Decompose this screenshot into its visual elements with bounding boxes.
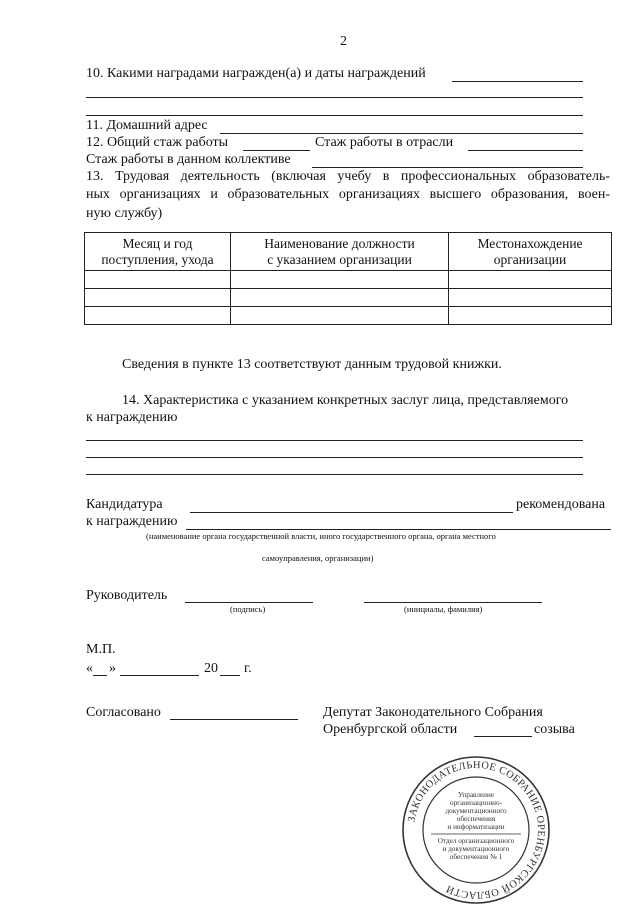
industry-experience-label: Стаж работы в отрасли	[315, 135, 454, 150]
candidacy-field[interactable]	[190, 512, 513, 513]
table-row	[85, 271, 612, 289]
svg-text:документационного: документационного	[445, 807, 507, 815]
deputy-title-2: Оренбургской области	[323, 722, 458, 737]
date-quote-open: «	[86, 661, 93, 676]
table-cell[interactable]	[85, 307, 231, 325]
svg-text:обеспечения № 1: обеспечения № 1	[449, 853, 503, 861]
table-cell[interactable]	[449, 271, 612, 289]
home-address-field[interactable]	[220, 133, 583, 134]
to-award-label: к награждению	[86, 514, 178, 529]
industry-experience-field[interactable]	[468, 150, 583, 151]
agreed-signature-field[interactable]	[170, 719, 298, 720]
merits-field-line-1[interactable]	[86, 440, 583, 441]
table-cell[interactable]	[449, 307, 612, 325]
seal-place-label: М.П.	[86, 642, 116, 657]
date-year-suffix: г.	[244, 661, 252, 676]
date-year-prefix: 20	[204, 661, 218, 676]
awards-label: 10. Какими наградами награжден(а) и даты награждений	[86, 66, 426, 81]
work-history-table	[84, 232, 612, 325]
deputy-title-1: Депутат Законодательного Собрания	[323, 705, 543, 720]
merits-text-1: 14. Характеристика с указанием конкретных заслуг лица, представляемого	[122, 393, 569, 408]
recommending-body-hint-2: самоуправления, организации)	[262, 553, 374, 563]
convocation-label: созыва	[534, 722, 575, 737]
head-label: Руководитель	[86, 588, 168, 603]
recommending-body-field[interactable]	[186, 529, 611, 530]
stamp-inner-text	[431, 791, 521, 861]
date-month-field[interactable]	[120, 675, 199, 676]
head-name-field[interactable]	[364, 602, 542, 603]
team-tenure-label: Стаж работы в данном коллективе	[86, 152, 291, 167]
recommending-body-hint-1: (наименование органа государственной власти, иного государственного органа, органа местного	[146, 531, 496, 541]
table-cell[interactable]	[85, 271, 231, 289]
work-history-text-3: ную службу)	[86, 206, 163, 221]
candidacy-label: Кандидатура	[86, 497, 163, 512]
head-signature-field[interactable]	[185, 602, 313, 603]
table-cell[interactable]	[85, 289, 231, 307]
work-history-text-1: 13. Трудовая деятельность (включая учебу в профессиональных образователь-	[86, 169, 610, 184]
svg-text:и документационного: и документационного	[442, 845, 510, 853]
merits-field-line-2[interactable]	[86, 457, 583, 458]
work-history-text-2: ных организациях и образовательных организациях высшего образования, воен-	[86, 187, 610, 202]
date-quote-close: »	[109, 661, 116, 676]
table-row	[85, 307, 612, 325]
table-cell[interactable]	[449, 289, 612, 307]
column-header-location: Местонахождение организации	[449, 233, 612, 271]
column-header-position: Наименование должности с указанием организации	[231, 233, 449, 271]
official-stamp	[401, 755, 551, 905]
agreed-label: Согласовано	[86, 705, 161, 720]
total-experience-label: 12. Общий стаж работы	[86, 135, 229, 150]
svg-text:Управление: Управление	[457, 791, 495, 799]
svg-text:и информатизации: и информатизации	[447, 823, 505, 831]
stamp-ring-text: ЗАКОНОДАТЕЛЬНОЕ СОБРАНИЕ ОРЕНБУРГСКОЙ ОБЛАСТИ	[406, 759, 547, 901]
merits-field-line-3[interactable]	[86, 474, 583, 475]
page-number: 2	[340, 34, 347, 49]
table-cell[interactable]	[231, 289, 449, 307]
home-address-label: 11. Домашний адрес	[86, 118, 208, 133]
convocation-field[interactable]	[474, 736, 532, 737]
merits-text-2: к награждению	[86, 410, 178, 425]
signature-hint: (подпись)	[230, 604, 266, 614]
recommended-label: рекомендована	[516, 497, 606, 512]
svg-text:обеспечения: обеспечения	[456, 815, 496, 823]
table-cell[interactable]	[231, 307, 449, 325]
svg-text:Отдел организационного: Отдел организационного	[437, 837, 515, 845]
table-cell[interactable]	[231, 271, 449, 289]
awards-field-line-2[interactable]	[86, 97, 583, 98]
name-hint: (инициалы, фамилия)	[404, 604, 483, 614]
work-history-note: Сведения в пункте 13 соответствуют данным трудовой книжки.	[122, 357, 502, 372]
date-day-field[interactable]	[93, 675, 107, 676]
table-row	[85, 289, 612, 307]
awards-field-line-3[interactable]	[86, 115, 583, 116]
total-experience-field[interactable]	[243, 150, 310, 151]
column-header-dates: Месяц и год поступления, ухода	[85, 233, 231, 271]
svg-text:организационно-: организационно-	[449, 799, 503, 807]
date-year-field[interactable]	[220, 675, 240, 676]
awards-field[interactable]	[452, 81, 583, 82]
table-header-row	[85, 233, 612, 271]
